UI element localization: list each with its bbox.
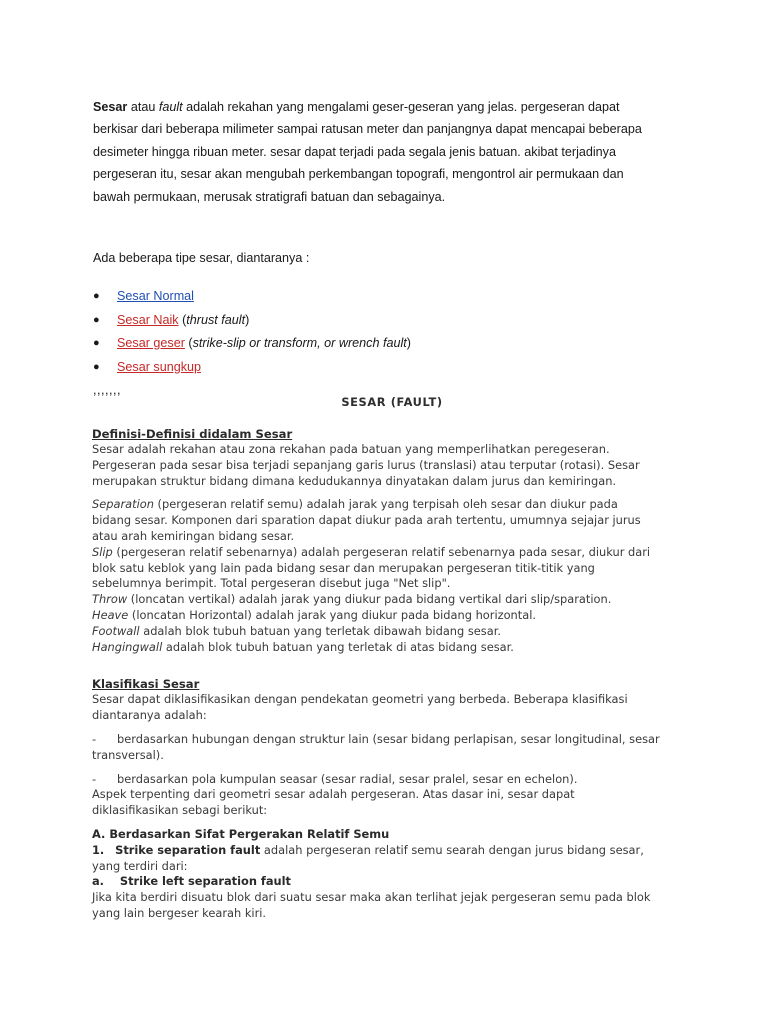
link-sesar-naik[interactable]: Sesar Naik — [117, 312, 179, 327]
paragraph-line: Sesar dapat diklasifikasikan dengan pendekatan geometri yang berbeda. Beberapa klasifikasi — [92, 692, 628, 707]
definition-hangingwall: Hangingwall adalah blok tubuh batuan yang terletak di atas bidang sesar. — [92, 639, 514, 654]
bullet-icon: ● — [93, 337, 100, 350]
quote-marks: ,,,,,,, — [93, 383, 121, 397]
link-sesar-normal[interactable]: Sesar Normal — [117, 289, 194, 304]
definition-slip: Slip (pergeseran relatif sebenarnya) adalah pergeseran relatif sebenarnya pada sesar, diukur dari — [92, 544, 651, 559]
definition-footwall: Footwall adalah blok tubuh batuan yang terletak dibawah bidang sesar. — [92, 623, 501, 638]
definition-heave: Heave (loncatan Horizontal) adalah jarak yang diukur pada bidang horizontal. — [92, 607, 537, 622]
definition-separation: Separation (pergeseran relatif semu) adalah jarak yang terpisah oleh sesar dan diukur pada — [92, 497, 618, 512]
numbered-item: 1. Strike separation fault adalah pergeseran relatif semu searah dengan jurus bidang sesar, — [92, 842, 644, 857]
types-intro: Ada beberapa tipe sesar, diantaranya : — [93, 251, 310, 266]
intro-line: bawah permukaan, merusak stratigrafi batuan dan sebagainya. — [93, 189, 446, 204]
intro-line: Sesar atau fault adalah rekahan yang mengalami geser-geseran yang jelas. pergeseran dapat — [93, 100, 620, 114]
fault-article — [92, 394, 692, 922]
intro-line: berkisar dari beberapa milimeter sampai ratusan meter dan panjangnya dapat mencapai beberapa — [93, 122, 642, 137]
intro-line: pergeseran itu, sesar akan mengubah perkembangan topografi, mengontrol air permukaan dan — [93, 167, 624, 182]
bullet-icon: ● — [93, 360, 100, 373]
intro-line: desimeter hingga ribuan meter. sesar dapat terjadi pada segala jenis batuan. akibat terjadinya — [93, 144, 616, 159]
bullet-icon: ● — [93, 313, 100, 326]
paragraph-line: atau arah kemiringan bidang sesar. — [92, 528, 295, 543]
term-sesar: Sesar — [93, 100, 128, 114]
list-item: ● Sesar Naik (thrust fault) — [93, 309, 653, 332]
paragraph-line: Jika kita berdiri disuatu blok dari suatu sesar maka akan terlihat jejak pergeseran semu pada blok — [92, 890, 651, 905]
paragraph-line: Pergeseran pada sesar bisa terjadi sepanjang garis lurus (translasi) atau terputar (rotasi). Sesar — [92, 457, 640, 472]
list-item: ● Sesar geser (strike-slip or transform, or wrench fault) — [93, 332, 653, 355]
dash-list-item: - berdasarkan hubungan dengan struktur lain (sesar bidang perlapisan, sesar longitudinal, sesar — [92, 731, 660, 746]
fault-types-list — [93, 285, 653, 379]
definition-throw: Throw (loncatan vertikal) adalah jarak yang diukur pada bidang vertikal dari slip/sparation. — [92, 592, 612, 607]
paragraph-line: yang lain bergeser kearah kiri. — [92, 905, 267, 920]
link-sesar-geser[interactable]: Sesar geser — [117, 336, 185, 351]
intro-section — [93, 96, 653, 401]
subheading-strike-left: a. Strike left separation fault — [92, 874, 292, 889]
heading-definisi: Definisi-Definisi didalam Sesar — [92, 427, 293, 441]
paragraph-line: diklasifikasikan sebagi berikut: — [92, 803, 268, 818]
doc-title: SESAR (FAULT) — [341, 395, 443, 409]
paragraph-line: Sesar adalah rekahan atau zona rekahan pada batuan yang memperlihatkan peregeseran. — [92, 442, 610, 456]
bullet-icon: ● — [93, 290, 100, 303]
paragraph-line: yang terdiri dari: — [92, 858, 188, 873]
paragraph-line: bidang sesar. Komponen dari sparation dapat diukur pada arah tertentu, umumnya sejajar jurus — [92, 513, 641, 528]
paragraph-line: blok satu keblok yang lain pada bidang sesar dan merupakan pergeseran titik-titik yang — [92, 560, 595, 575]
paragraph-line: transversal). — [92, 747, 164, 762]
dash-list-item: - berdasarkan pola kumpulan seasar (sesar radial, sesar pralel, sesar en echelon). — [92, 771, 578, 786]
term-fault: fault — [158, 100, 183, 114]
link-sesar-sungkup[interactable]: Sesar sungkup — [117, 359, 202, 374]
paragraph-line: merupakan struktur bidang dimana kedudukannya dinyatakan dalam jurus dan kemiringan. — [92, 473, 617, 488]
list-item — [93, 356, 653, 379]
heading-section-a: A. Berdasarkan Sifat Pergerakan Relatif Semu — [92, 826, 390, 841]
paragraph-line: diantaranya adalah: — [92, 708, 207, 723]
paragraph-line: Aspek terpenting dari geometri sesar adalah pergeseran. Atas dasar ini, sesar dapat — [92, 787, 575, 802]
paragraph-line: sebelumnya berimpit. Total pergeseran disebut juga "Net slip". — [92, 576, 451, 591]
list-item — [93, 285, 653, 308]
heading-klasifikasi: Klasifikasi Sesar — [92, 677, 200, 692]
